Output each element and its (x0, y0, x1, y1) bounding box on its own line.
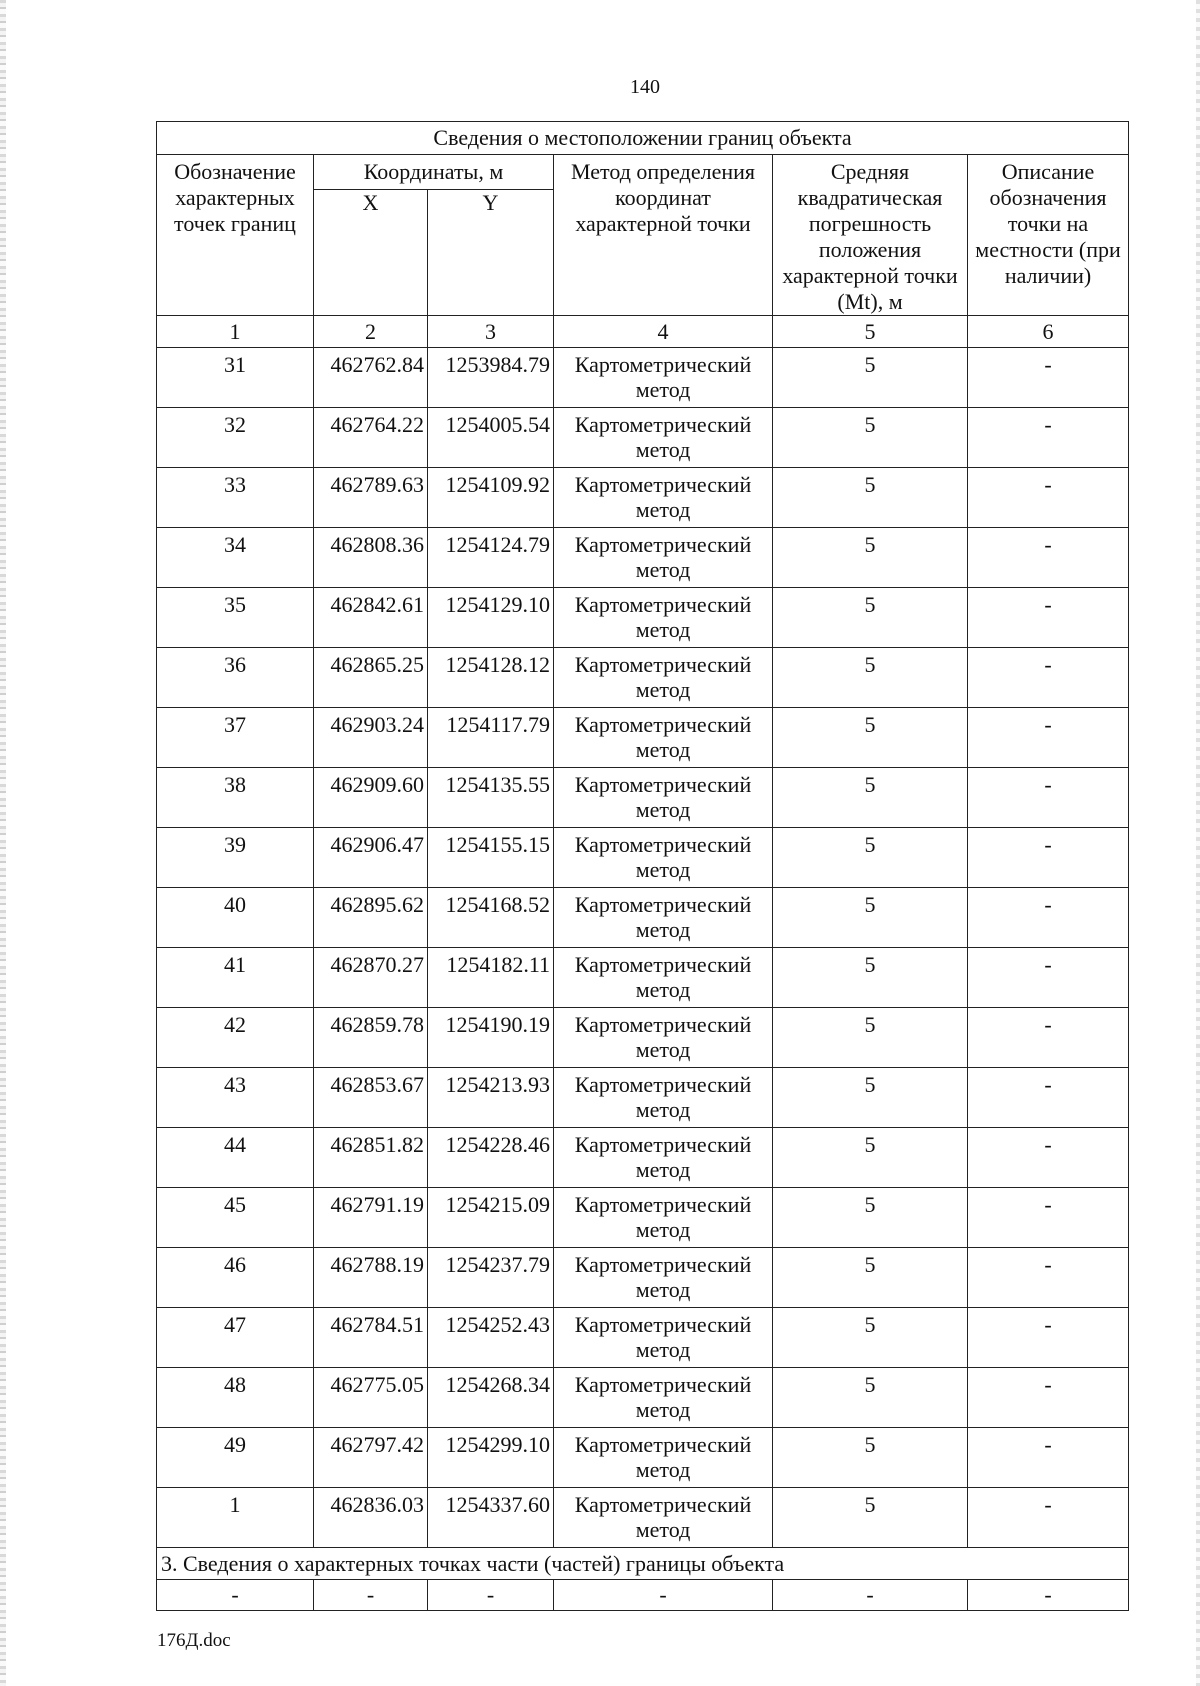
y-cell: 1254237.79 (428, 1248, 554, 1308)
empty-row (157, 1580, 1129, 1611)
table-row (157, 468, 1129, 528)
point-cell: 42 (157, 1008, 314, 1068)
point-cell: 38 (157, 768, 314, 828)
table-row (157, 1428, 1129, 1488)
point-cell: 31 (157, 348, 314, 408)
description-cell: - (968, 768, 1129, 828)
method-cell: Картометрический метод (554, 408, 773, 468)
empty-cell: - (554, 1580, 773, 1611)
method-cell: Картометрический метод (554, 468, 773, 528)
y-cell: 1254005.54 (428, 408, 554, 468)
method-cell: Картометрический метод (554, 1368, 773, 1428)
error-cell: 5 (773, 588, 968, 648)
table-row (157, 708, 1129, 768)
y-cell: 1254190.19 (428, 1008, 554, 1068)
description-cell: - (968, 648, 1129, 708)
error-cell: 5 (773, 1308, 968, 1368)
method-cell: Картометрический метод (554, 1068, 773, 1128)
table-row (157, 1008, 1129, 1068)
table-row (157, 1308, 1129, 1368)
column-number: 4 (554, 316, 773, 348)
table-row (157, 528, 1129, 588)
point-cell: 35 (157, 588, 314, 648)
x-cell: 462784.51 (314, 1308, 428, 1368)
point-cell: 41 (157, 948, 314, 1008)
point-cell: 33 (157, 468, 314, 528)
error-cell: 5 (773, 1008, 968, 1068)
empty-cell: - (773, 1580, 968, 1611)
description-cell: - (968, 588, 1129, 648)
point-cell: 44 (157, 1128, 314, 1188)
x-cell: 462797.42 (314, 1428, 428, 1488)
column-number: 5 (773, 316, 968, 348)
method-cell: Картометрический метод (554, 1188, 773, 1248)
error-cell: 5 (773, 888, 968, 948)
table-title: Сведения о местоположении границ объекта (157, 122, 1129, 155)
point-cell: 48 (157, 1368, 314, 1428)
point-cell: 46 (157, 1248, 314, 1308)
description-cell: - (968, 1308, 1129, 1368)
x-cell: 462859.78 (314, 1008, 428, 1068)
method-cell: Картометрический метод (554, 708, 773, 768)
empty-cell: - (157, 1580, 314, 1611)
method-cell: Картометрический метод (554, 948, 773, 1008)
scan-edge (1196, 0, 1200, 1686)
y-cell: 1253984.79 (428, 348, 554, 408)
x-cell: 462853.67 (314, 1068, 428, 1128)
error-cell: 5 (773, 708, 968, 768)
y-cell: 1254128.12 (428, 648, 554, 708)
point-cell: 49 (157, 1428, 314, 1488)
error-cell: 5 (773, 1188, 968, 1248)
description-cell: - (968, 1128, 1129, 1188)
table-row (157, 768, 1129, 828)
table-row (157, 948, 1129, 1008)
point-cell: 47 (157, 1308, 314, 1368)
y-cell: 1254182.11 (428, 948, 554, 1008)
y-cell: 1254129.10 (428, 588, 554, 648)
section-title: 3. Сведения о характерных точках части (частей) границы объекта (157, 1548, 1129, 1580)
description-cell: - (968, 828, 1129, 888)
description-cell: - (968, 1368, 1129, 1428)
table-row (157, 1068, 1129, 1128)
method-cell: Картометрический метод (554, 828, 773, 888)
y-cell: 1254228.46 (428, 1128, 554, 1188)
description-cell: - (968, 1008, 1129, 1068)
column-number: 6 (968, 316, 1129, 348)
table-row (157, 828, 1129, 888)
x-cell: 462906.47 (314, 828, 428, 888)
y-cell: 1254117.79 (428, 708, 554, 768)
description-cell: - (968, 528, 1129, 588)
method-cell: Картометрический метод (554, 1488, 773, 1548)
method-cell: Картометрический метод (554, 1128, 773, 1188)
method-cell: Картометрический метод (554, 588, 773, 648)
point-cell: 34 (157, 528, 314, 588)
description-cell: - (968, 468, 1129, 528)
x-cell: 462903.24 (314, 708, 428, 768)
column-number: 2 (314, 316, 428, 348)
y-cell: 1254213.93 (428, 1068, 554, 1128)
table-row (157, 408, 1129, 468)
header-y: Y (428, 190, 554, 316)
error-cell: 5 (773, 1428, 968, 1488)
table-row (157, 348, 1129, 408)
error-cell: 5 (773, 1488, 968, 1548)
point-cell: 40 (157, 888, 314, 948)
description-cell: - (968, 348, 1129, 408)
error-cell: 5 (773, 948, 968, 1008)
table-row (157, 648, 1129, 708)
error-cell: 5 (773, 348, 968, 408)
footer-filename: 176Д.doc (157, 1630, 231, 1651)
description-cell: - (968, 1488, 1129, 1548)
header-coordinates: Координаты, м (314, 155, 554, 190)
point-cell: 45 (157, 1188, 314, 1248)
method-cell: Картометрический метод (554, 1008, 773, 1068)
x-cell: 462762.84 (314, 348, 428, 408)
scan-edge (0, 0, 6, 1686)
y-cell: 1254124.79 (428, 528, 554, 588)
x-cell: 462764.22 (314, 408, 428, 468)
header-method: Метод определения координат характерной точки (554, 155, 773, 316)
y-cell: 1254168.52 (428, 888, 554, 948)
description-cell: - (968, 708, 1129, 768)
table-row (157, 588, 1129, 648)
y-cell: 1254215.09 (428, 1188, 554, 1248)
x-cell: 462788.19 (314, 1248, 428, 1308)
method-cell: Картометрический метод (554, 648, 773, 708)
description-cell: - (968, 1188, 1129, 1248)
error-cell: 5 (773, 1248, 968, 1308)
y-cell: 1254268.34 (428, 1368, 554, 1428)
method-cell: Картометрический метод (554, 768, 773, 828)
error-cell: 5 (773, 1368, 968, 1428)
empty-cell: - (314, 1580, 428, 1611)
header-description: Описание обозначения точки на местности (при наличии) (968, 155, 1129, 316)
empty-cell: - (428, 1580, 554, 1611)
point-cell: 37 (157, 708, 314, 768)
x-cell: 462808.36 (314, 528, 428, 588)
x-cell: 462851.82 (314, 1128, 428, 1188)
error-cell: 5 (773, 768, 968, 828)
empty-cell: - (968, 1580, 1129, 1611)
y-cell: 1254155.15 (428, 828, 554, 888)
point-cell: 43 (157, 1068, 314, 1128)
description-cell: - (968, 1248, 1129, 1308)
description-cell: - (968, 948, 1129, 1008)
column-number: 3 (428, 316, 554, 348)
x-cell: 462870.27 (314, 948, 428, 1008)
table-row (157, 1368, 1129, 1428)
point-cell: 32 (157, 408, 314, 468)
error-cell: 5 (773, 528, 968, 588)
header-error: Средняя квадратическая погрешность положения характерной точки (Mt), м (773, 155, 968, 316)
x-cell: 462775.05 (314, 1368, 428, 1428)
error-cell: 5 (773, 1068, 968, 1128)
table-row (157, 1488, 1129, 1548)
table-row (157, 888, 1129, 948)
x-cell: 462865.25 (314, 648, 428, 708)
description-cell: - (968, 408, 1129, 468)
y-cell: 1254299.10 (428, 1428, 554, 1488)
method-cell: Картометрический метод (554, 1428, 773, 1488)
table-row (157, 1188, 1129, 1248)
y-cell: 1254135.55 (428, 768, 554, 828)
description-cell: - (968, 1068, 1129, 1128)
method-cell: Картометрический метод (554, 528, 773, 588)
method-cell: Картометрический метод (554, 348, 773, 408)
y-cell: 1254252.43 (428, 1308, 554, 1368)
description-cell: - (968, 888, 1129, 948)
boundary-table (156, 121, 1129, 1611)
method-cell: Картометрический метод (554, 1308, 773, 1368)
x-cell: 462842.61 (314, 588, 428, 648)
x-cell: 462909.60 (314, 768, 428, 828)
x-cell: 462895.62 (314, 888, 428, 948)
y-cell: 1254337.60 (428, 1488, 554, 1548)
error-cell: 5 (773, 468, 968, 528)
column-number: 1 (157, 316, 314, 348)
point-cell: 1 (157, 1488, 314, 1548)
error-cell: 5 (773, 828, 968, 888)
method-cell: Картометрический метод (554, 1248, 773, 1308)
point-cell: 36 (157, 648, 314, 708)
y-cell: 1254109.92 (428, 468, 554, 528)
x-cell: 462789.63 (314, 468, 428, 528)
error-cell: 5 (773, 408, 968, 468)
header-designation: Обозначение характерных точек границ (157, 155, 314, 316)
table-row (157, 1248, 1129, 1308)
table-row (157, 1128, 1129, 1188)
point-cell: 39 (157, 828, 314, 888)
x-cell: 462791.19 (314, 1188, 428, 1248)
error-cell: 5 (773, 1128, 968, 1188)
header-x: X (314, 190, 428, 316)
description-cell: - (968, 1428, 1129, 1488)
error-cell: 5 (773, 648, 968, 708)
page-number: 140 (630, 76, 660, 98)
method-cell: Картометрический метод (554, 888, 773, 948)
x-cell: 462836.03 (314, 1488, 428, 1548)
